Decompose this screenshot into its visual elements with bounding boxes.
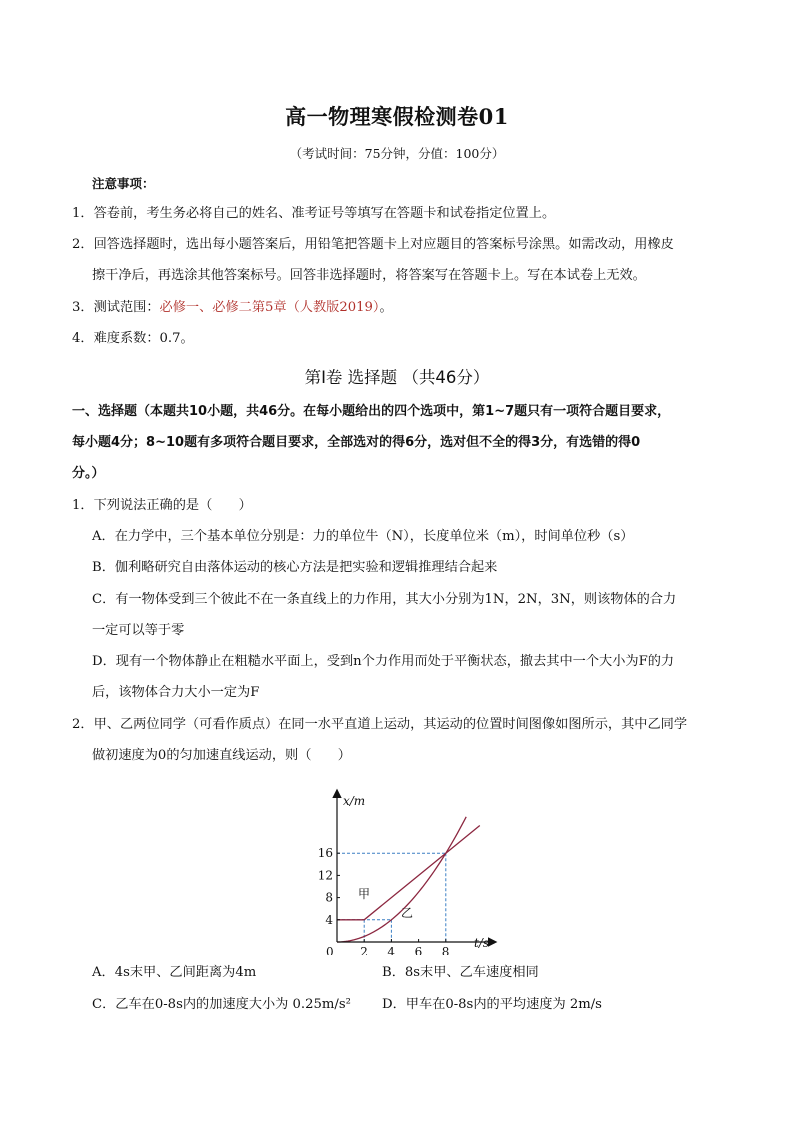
note-2-line-2: 擦干净后，再选涂其他答案标号。回答非选择题时，将答案写在答题卡上。写在本试卷上无效。 (92, 268, 646, 283)
y-axis-label: x/m (343, 794, 366, 808)
q2-stem-line-1: 2．甲、乙两位同学（可看作质点）在同一水平直道上运动，其运动的位置时间图像如图所示，其中乙同学 (72, 717, 688, 732)
notes-heading: 注意事项： (92, 176, 155, 191)
x-tick-label: 8 (441, 945, 450, 955)
q2-option-b: B．8s末甲、乙车速度相同 (382, 965, 539, 980)
q1-stem: 1．下列说法正确的是（ ） (72, 498, 252, 513)
q1-option-a: A．在力学中，三个基本单位分别是：力的单位牛（N），长度单位米（m），时间单位秒（s） (92, 529, 634, 544)
x-tick-label: 6 (414, 945, 423, 955)
note-3-scope: 必修一、必修二第5章（人教版2019） (159, 300, 380, 315)
series-label-yi: 乙 (401, 906, 414, 920)
section-instruction-line-1: 一、选择题（本题共10小题，共46分。在每小题给出的四个选项中，第1~7题只有一项符合题目要求， (72, 404, 671, 419)
section-instruction-line-2: 每小题4分；8~10题有多项符合题目要求，全部选对的得6分，选对但不全的得3分，有选错的得0 (72, 435, 641, 450)
q2-stem-line-2: 做初速度为0的匀加速直线运动，则（ ） (92, 748, 351, 763)
x-axis-label: t/s (474, 936, 490, 950)
exam-time-info: （考试时间：75分钟，分值：100分） (289, 146, 505, 161)
position-time-chart (310, 785, 510, 955)
q1-option-b: B．伽利略研究自由落体运动的核心方法是把实验和逻辑推理结合起来 (92, 560, 498, 575)
q1-option-c-line-1: C．有一物体受到三个彼此不在一条直线上的力作用，其大小分别为1N，2N，3N，则该物体的合力 (92, 592, 677, 607)
x-tick-label: 4 (387, 945, 396, 955)
y-tick-label: 4 (325, 912, 333, 927)
x-tick-label: 2 (360, 945, 368, 955)
series-label-jia: 甲 (358, 887, 371, 901)
series-yi-curve (337, 817, 466, 942)
q1-option-c-line-2: 一定可以等于零 (92, 623, 185, 638)
q1-option-d-line-2: 后，该物体合力大小一定为F (92, 685, 260, 700)
x-tick-label: 0 (326, 945, 334, 955)
q2-option-d: D．甲车在0-8s内的平均速度为 2m/s (382, 997, 602, 1012)
note-4: 4．难度系数：0.7。 (72, 331, 194, 346)
note-1: 1．答卷前，考生务必将自己的姓名、准考证号等填写在答题卡和试卷指定位置上。 (72, 206, 556, 221)
y-tick-label: 16 (317, 846, 333, 861)
q1-option-d-line-1: D．现有一个物体静止在粗糙水平面上，受到n个力作用而处于平衡状态，撤去其中一个大小为F的力 (92, 654, 675, 669)
note-3-prefix: 3．测试范围： (72, 300, 160, 315)
note-2-line-1: 2．回答选择题时，选出每小题答案后，用铅笔把答题卡上对应题目的答案标号涂黑。如需改动，用橡皮 (72, 237, 674, 252)
q2-option-a: A．4s末甲、乙间距离为4m (92, 965, 257, 980)
page-title: 高一物理寒假检测卷01 (285, 104, 509, 129)
note-3-suffix: 。 (379, 300, 393, 315)
note-3 (72, 298, 393, 318)
position-time-graph (310, 785, 510, 959)
series-lines (337, 817, 480, 942)
y-tick-label: 8 (325, 890, 333, 905)
section-instruction-line-3: 分。） (72, 466, 105, 481)
q2-option-c: C．乙车在0-8s内的加速度大小为 0.25m/s² (92, 997, 351, 1012)
y-tick-label: 12 (317, 868, 333, 883)
section-title: 第Ⅰ卷 选择题 （共46分） (304, 368, 490, 387)
